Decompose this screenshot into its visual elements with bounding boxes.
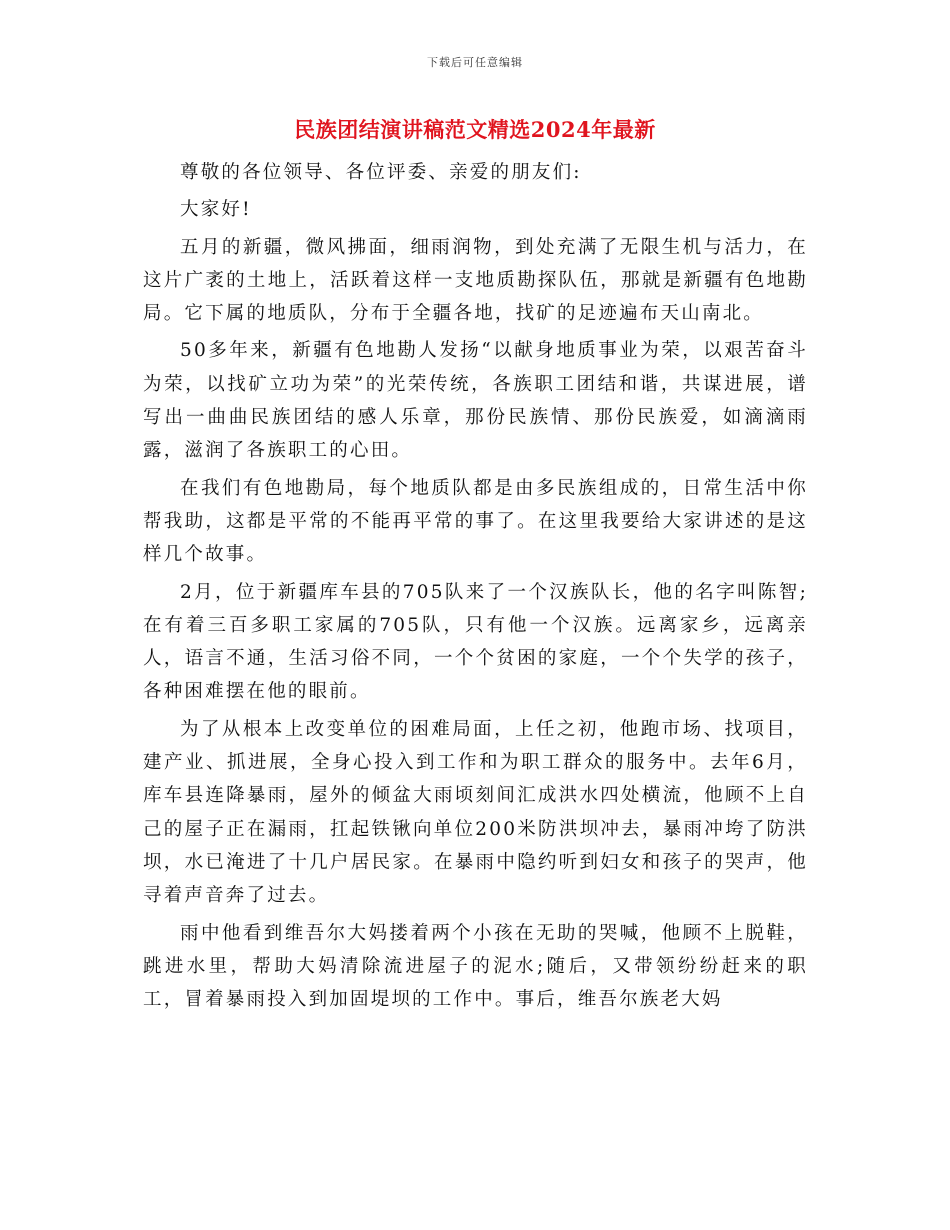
paragraph: 在我们有色地勘局，每个地质队都是由多民族组成的，日常生活中你帮我助，这都是平常的不能再平常的事了。在这里我要给大家讲述的是这样几个故事。 xyxy=(143,477,808,566)
document-title: 民族团结演讲稿范文精选2024年最新 xyxy=(294,117,656,142)
paragraph-greeting: 大家好! xyxy=(180,199,252,221)
paragraph: 雨中他看到维吾尔大妈搂着两个小孩在无助的哭喊，他顾不上脱鞋，跳进水里，帮助大妈清除流进屋子的泥水;随后，又带领纷纷赶来的职工，冒着暴雨投入到加固堤坝的工作中。事后，维吾尔族老大妈 xyxy=(143,922,808,1011)
paragraph: 为了从根本上改变单位的困难局面，上任之初，他跑市场、找项目，建产业、抓进展，全身心投入到工作和为职工群众的服务中。去年6月，库车县连降暴雨，屋外的倾盆大雨顷刻间汇成洪水四处横流，他顾不上自己的屋子正在漏雨，扛起铁锹向单位200米防洪坝冲去，暴雨冲垮了防洪坝，水已淹进了十几户居民家。在暴雨中隐约听到妇女和孩子的哭声，他寻着声音奔了过去。 xyxy=(143,718,808,907)
document-body xyxy=(143,156,808,1020)
header-note: 下载后可任意编辑 xyxy=(427,56,523,69)
paragraph: 五月的新疆，微风拂面，细雨润物，到处充满了无限生机与活力，在这片广袤的土地上，活跃着这样一支地质勘探队伍，那就是新疆有色地勘局。它下属的地质队，分布于全疆各地，找矿的足迹遍布天山南北。 xyxy=(143,236,808,325)
paragraph: 2月，位于新疆库车县的705队来了一个汉族队长，他的名字叫陈智;在有着三百多职工家属的705队，只有他一个汉族。远离家乡，远离亲人，语言不通，生活习俗不同，一个个贫困的家庭，一个个失学的孩子，各种困难摆在他的眼前。 xyxy=(143,581,808,703)
paragraph: 50多年来，新疆有色地勘人发扬“以献身地质事业为荣，以艰苦奋斗为荣，以找矿立功为荣”的光荣传统，各族职工团结和谐，共谋进展，谱写出一曲曲民族团结的感人乐章，那份民族情、那份民族爱，如滴滴雨露，滋润了各族职工的心田。 xyxy=(143,340,808,462)
paragraph-salutation: 尊敬的各位领导、各位评委、亲爱的朋友们: xyxy=(180,162,582,183)
